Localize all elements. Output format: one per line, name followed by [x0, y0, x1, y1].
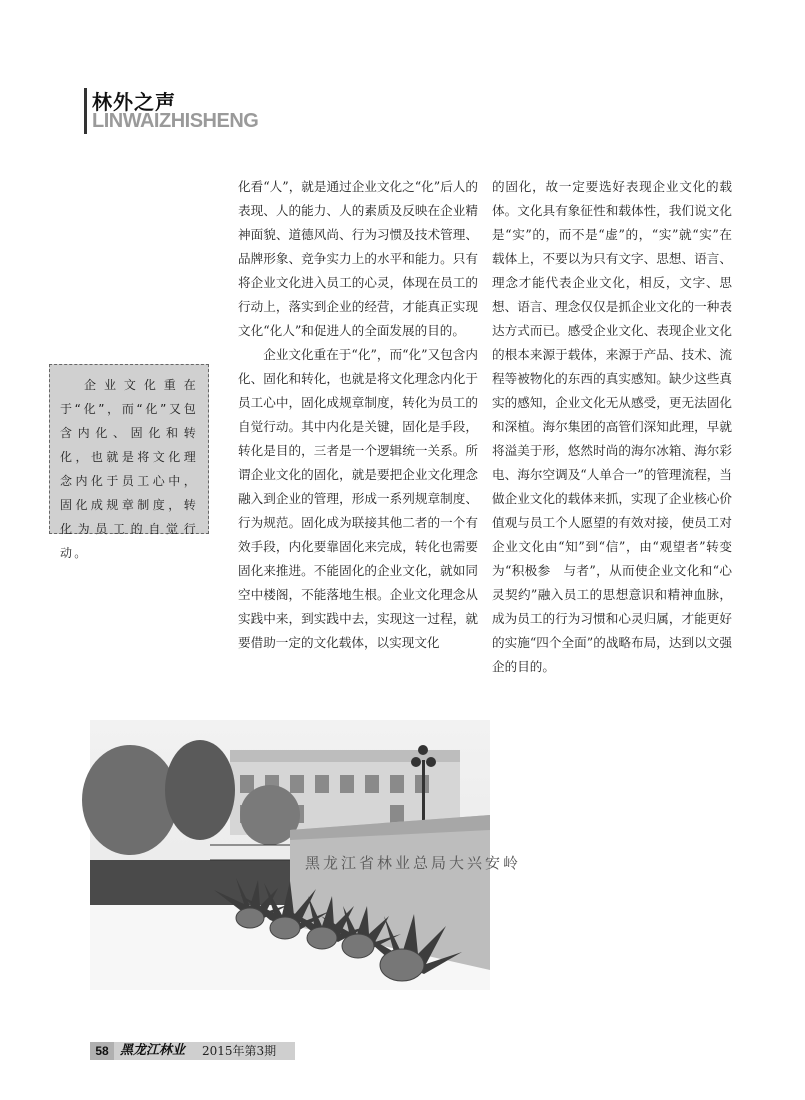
page-footer	[90, 1042, 295, 1060]
header-accent-bar	[84, 88, 87, 134]
section-subtitle: LINWAIZHISHENG	[92, 110, 259, 132]
section-title: 林外之声	[92, 90, 176, 114]
paragraph: 的固化，故一定要选好表现企业文化的载体。文化具有象征性和载体性，我们说文化是“实”的，而不是“虚”的，“实”就“实”在载体上，不要以为只有文字、思想、语言、理念才能代表企业文化，相反，文字、思想、语言、理念仅仅是抓企业文化的一种表达方式而已。感受企业文化、表现企业文化的根本来源于载体，来源于产品、技术、流程等被物化的东西的真实感知。缺少这些真实的感知，企业文化无从感受，更无法固化和深植。海尔集团的高管们深知此理，早就将溢美于形，悠然时尚的海尔冰箱、海尔彩电、海尔空调及“人单合一”的管理流程，当做企业文化的载体来抓，实现了企业核心价值观与员工个人愿望的有效对接，使员工对企业文化由“知”到“信”，由“观望者”转变为“积极参 与者”，从而使企业文化和“心灵契约”融入员工的思想意识和精神血脉，成为员工的行为习惯和心灵归属，才能更好的实施“四个全面”的战略布局，达到以文强企的目的。	[492, 179, 732, 674]
pull-quote-text: 企业文化重在于“化”，而“化”又包含内化、固化和转化，也就是将文化理念内化于员工心中，固化成规章制度，转化为员工的自觉行动。	[60, 378, 198, 560]
magazine-name: 黑龙江林业	[120, 1043, 186, 1058]
issue-label: 2015年第3期	[202, 1044, 277, 1058]
paragraph: 化看“人”，就是通过企业文化之“化”后人的表现、人的能力、人的素质及反映在企业精神面貌、道德风尚、行为习惯及技术管理、品牌形象、竞争实力上的水平和能力。只有将企业文化进入员工的心灵，体现在员工的行动上，落实到企业的经营，才能真正实现文化“化人”和促进人的全面发展的目的。	[238, 179, 478, 338]
section-header	[80, 80, 320, 136]
page-number: 58	[90, 1042, 114, 1060]
text-column-2	[492, 175, 732, 679]
text-column-1	[238, 175, 478, 655]
article-photo	[90, 720, 522, 990]
pull-quote	[49, 364, 209, 560]
sign-text: 黑龙江省林业总局大兴安岭	[305, 854, 522, 872]
photo-illustration	[90, 720, 522, 990]
paragraph: 企业文化重在于“化”，而“化”又包含内化、固化和转化，也就是将文化理念内化于员工心中，固化成规章制度，转化为员工的自觉行动。其中内化是关键，固化是手段，转化是目的，三者是一个逻辑统一关系。所谓企业文化的固化，就是要把企业文化理念融入到企业的管理，形成一系列规章制度、行为规范。固化成为联接其他二者的一个有效手段，内化要靠固化来完成，转化也需要固化来推进。不能固化的企业文化，就如同空中楼阁，不能落地生根。企业文化理念从实践中来，到实践中去，实现这一过程，就要借助一定的文化载体，以实现文化	[238, 347, 478, 650]
